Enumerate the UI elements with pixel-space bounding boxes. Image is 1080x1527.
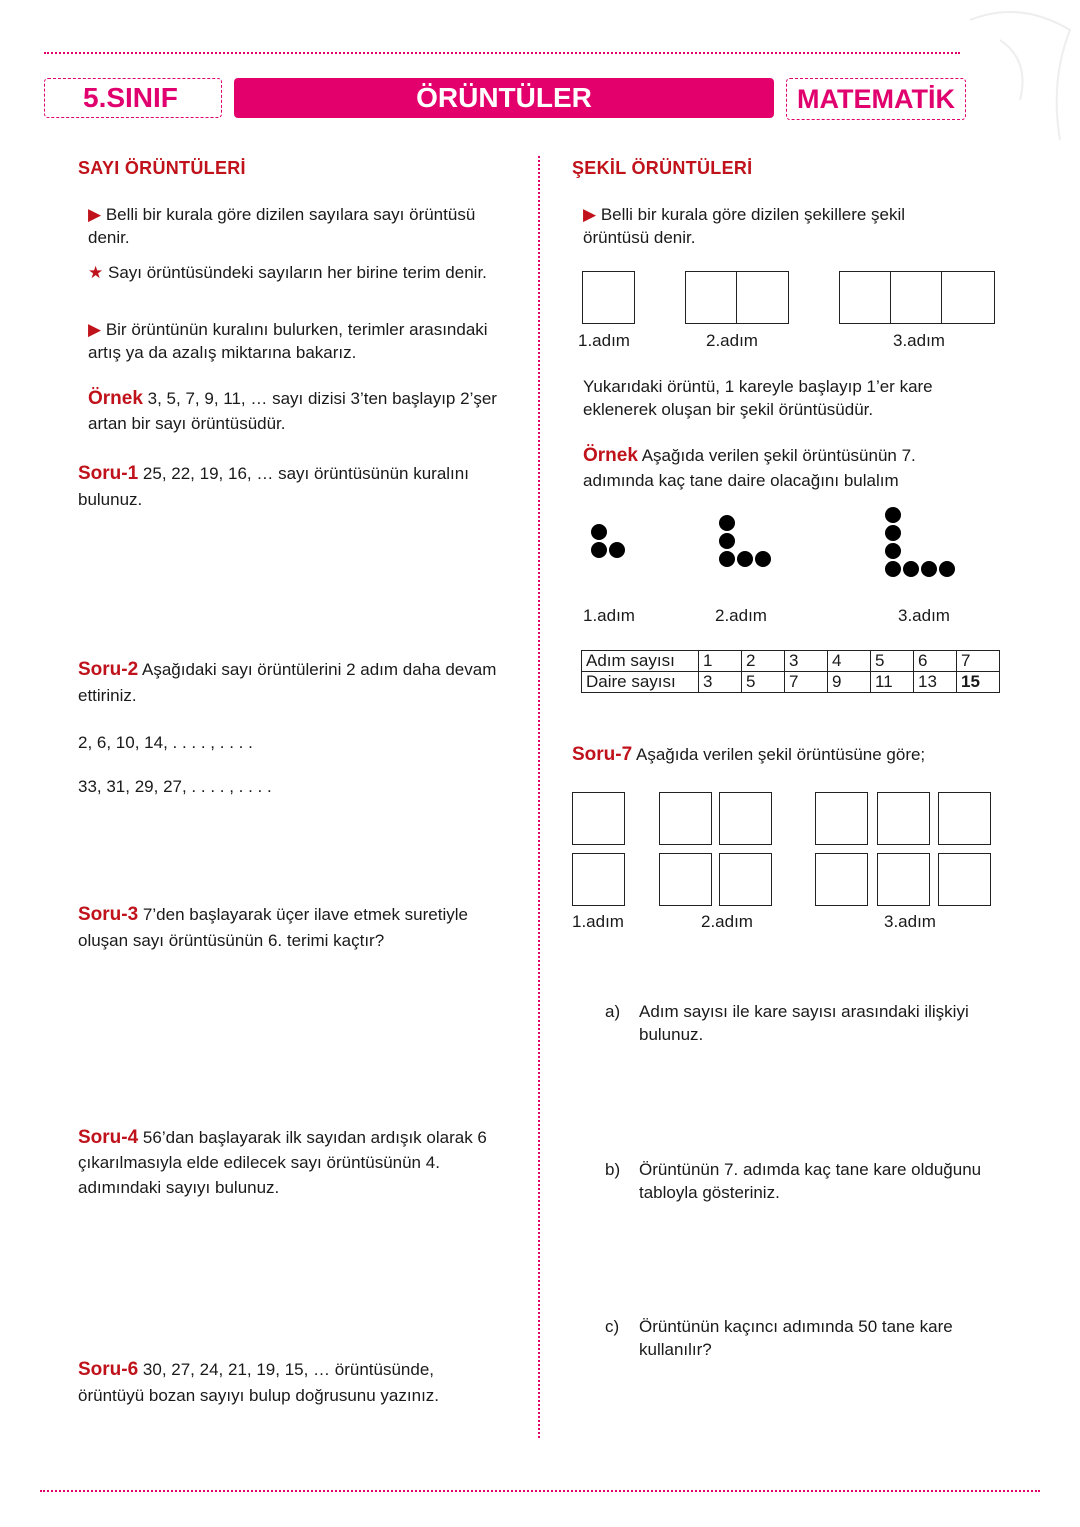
- q7-part-b: [605, 1158, 1015, 1204]
- square: [815, 853, 868, 906]
- page-title: ÖRÜNTÜLER: [416, 82, 592, 113]
- step-label: 1.adım: [578, 331, 630, 350]
- step-label: 3.adım: [898, 606, 950, 625]
- table-cell: 2: [742, 651, 785, 672]
- question-4: [78, 1125, 518, 1200]
- table-cell: 4: [828, 651, 871, 672]
- table-row: [582, 651, 1000, 672]
- question-7: [572, 742, 1032, 768]
- right-example: [583, 443, 983, 493]
- circle: [591, 542, 607, 558]
- step-label: 1.adım: [583, 606, 635, 625]
- top-dotted-border: [44, 52, 960, 54]
- table-row: [582, 672, 1000, 693]
- sequence-1: 2, 6, 10, 14, . . . . , . . . .: [78, 733, 253, 752]
- square: [877, 792, 930, 845]
- right-heading: ŞEKİL ÖRÜNTÜLERİ: [572, 158, 753, 178]
- square: [877, 853, 930, 906]
- example-text: 3, 5, 7, 9, 11, … sayı dizisi 3’ten başlayıp 2’şer artan bir sayı örüntüsüdür.: [88, 389, 497, 433]
- example-text: Aşağıda verilen şekil örüntüsünün 7. adımında kaç tane daire olacağını bulalım: [583, 446, 916, 490]
- square: [572, 853, 625, 906]
- triangle-bullet-icon: ▶: [583, 205, 597, 224]
- step-label: 3.adım: [884, 912, 936, 931]
- q7-part-a: [605, 1000, 1015, 1046]
- circle: [755, 551, 771, 567]
- subject-label: MATEMATİK: [797, 83, 955, 114]
- bullet-text: Belli bir kurala göre dizilen sayılara sayı örüntüsü denir.: [88, 205, 476, 247]
- table-cell: 1: [699, 651, 742, 672]
- squares-description: Yukarıdaki örüntü, 1 kareyle başlayıp 1’er kare eklenerek oluşan bir şekil örüntüsüdür.: [583, 377, 933, 419]
- question-text: 7’den başlayarak üçer ilave etmek suretiyle oluşan sayı örüntüsünün 6. terimi kaçtır?: [78, 905, 468, 950]
- bottom-dotted-border: [40, 1490, 1040, 1492]
- circle: [885, 507, 901, 523]
- circle: [591, 524, 607, 540]
- square: [719, 853, 772, 906]
- square: [839, 271, 892, 324]
- square: [736, 271, 789, 324]
- square: [719, 792, 772, 845]
- option-text: Adım sayısı ile kare sayısı arasındaki ilişkiyi bulunuz.: [639, 1002, 969, 1044]
- circle: [903, 561, 919, 577]
- right-bullet-1: [583, 203, 963, 249]
- circle: [885, 543, 901, 559]
- option-letter: a): [605, 1002, 621, 1021]
- square: [938, 853, 991, 906]
- table-cell: 5: [742, 672, 785, 693]
- bullet-text: Belli bir kurala göre dizilen şekillere şekil örüntüsü denir.: [583, 205, 906, 247]
- circle: [885, 561, 901, 577]
- question-label: Soru-6: [78, 1359, 139, 1380]
- circle: [885, 525, 901, 541]
- corner-sketch-decoration: [960, 0, 1080, 150]
- question-3: [78, 902, 518, 954]
- table-cell: 13: [914, 672, 957, 693]
- table-cell: 15: [957, 672, 1000, 693]
- question-label: Soru-2: [78, 659, 139, 680]
- circle: [719, 533, 735, 549]
- question-2: [78, 657, 498, 709]
- option-text: Örüntünün kaçıncı adımında 50 tane kare kullanılır?: [639, 1317, 953, 1359]
- square: [890, 271, 943, 324]
- square: [572, 792, 625, 845]
- bullet-text: Sayı örüntüsündeki sayıların her birine terim denir.: [107, 263, 487, 282]
- circle: [719, 515, 735, 531]
- option-letter: b): [605, 1160, 621, 1179]
- question-6: [78, 1357, 488, 1409]
- left-bullet-2: [88, 261, 498, 284]
- left-example: [88, 386, 508, 436]
- table-cell: 11: [871, 672, 914, 693]
- option-text: Örüntünün 7. adımda kaç tane kare olduğunu tabloyla gösteriniz.: [639, 1160, 982, 1202]
- table-cell: 9: [828, 672, 871, 693]
- question-label: Soru-3: [78, 904, 139, 925]
- example-label: Örnek: [583, 445, 638, 466]
- circle: [939, 561, 955, 577]
- subject-badge: [786, 78, 966, 120]
- table-cell: 5: [871, 651, 914, 672]
- bullet-text: Bir örüntünün kuralını bulurken, terimler arasındaki artış ya da azalış miktarına bakarız.: [88, 320, 488, 362]
- star-bullet-icon: ★: [88, 263, 104, 282]
- q7-part-c: [605, 1315, 1005, 1361]
- circle: [609, 542, 625, 558]
- page-title-bar: [234, 78, 774, 118]
- triangle-bullet-icon: ▶: [88, 205, 102, 224]
- question-label: Soru-7: [572, 744, 633, 765]
- step-label: 2.adım: [706, 331, 758, 350]
- option-letter: c): [605, 1317, 620, 1336]
- grade-badge: [44, 78, 222, 118]
- circle: [737, 551, 753, 567]
- question-label: Soru-4: [78, 1127, 139, 1148]
- column-divider: [538, 156, 540, 1438]
- table-cell: 3: [699, 672, 742, 693]
- square: [938, 792, 991, 845]
- left-bullet-1: [88, 203, 518, 249]
- left-bullet-3: [88, 318, 488, 364]
- circle: [921, 561, 937, 577]
- square: [815, 792, 868, 845]
- table-cell: 6: [914, 651, 957, 672]
- left-heading: SAYI ÖRÜNTÜLERİ: [78, 158, 246, 178]
- question-text: 30, 27, 24, 21, 19, 15, … örüntüsünde, örüntüyü bozan sayıyı bulup doğrusunu yazınız.: [78, 1360, 440, 1405]
- sequence-2: 33, 31, 29, 27, . . . . , . . . .: [78, 777, 272, 796]
- question-label: Soru-1: [78, 463, 139, 484]
- table-cell: 3: [785, 651, 828, 672]
- table-cell: 7: [957, 651, 1000, 672]
- step-label: 3.adım: [893, 331, 945, 350]
- circle: [719, 551, 735, 567]
- step-label: 2.adım: [715, 606, 767, 625]
- circle-count-table: [581, 650, 1000, 693]
- table-cell: 7: [785, 672, 828, 693]
- step-label: 2.adım: [701, 912, 753, 931]
- square: [685, 271, 738, 324]
- question-text: 25, 22, 19, 16, … sayı örüntüsünün kuralını bulunuz.: [78, 464, 469, 509]
- square: [659, 853, 712, 906]
- question-text: Aşağıda verilen şekil örüntüsüne göre;: [635, 745, 926, 764]
- square: [941, 271, 995, 324]
- question-text: 56’dan başlayarak ilk sayıdan ardışık olarak 6 çıkarılmasıyla elde edilecek sayı örüntüsünün 4. adımındaki sayıyı bulunuz.: [78, 1128, 487, 1197]
- row-header: Daire sayısı: [582, 672, 699, 693]
- example-label: Örnek: [88, 388, 143, 409]
- triangle-bullet-icon: ▶: [88, 320, 102, 339]
- step-label: 1.adım: [572, 912, 624, 931]
- row-header: Adım sayısı: [582, 651, 699, 672]
- grade-label: 5.SINIF: [83, 82, 178, 113]
- question-text: Aşağıdaki sayı örüntülerini 2 adım daha devam ettiriniz.: [78, 660, 497, 705]
- square: [659, 792, 712, 845]
- question-1: [78, 461, 508, 513]
- square: [582, 271, 635, 324]
